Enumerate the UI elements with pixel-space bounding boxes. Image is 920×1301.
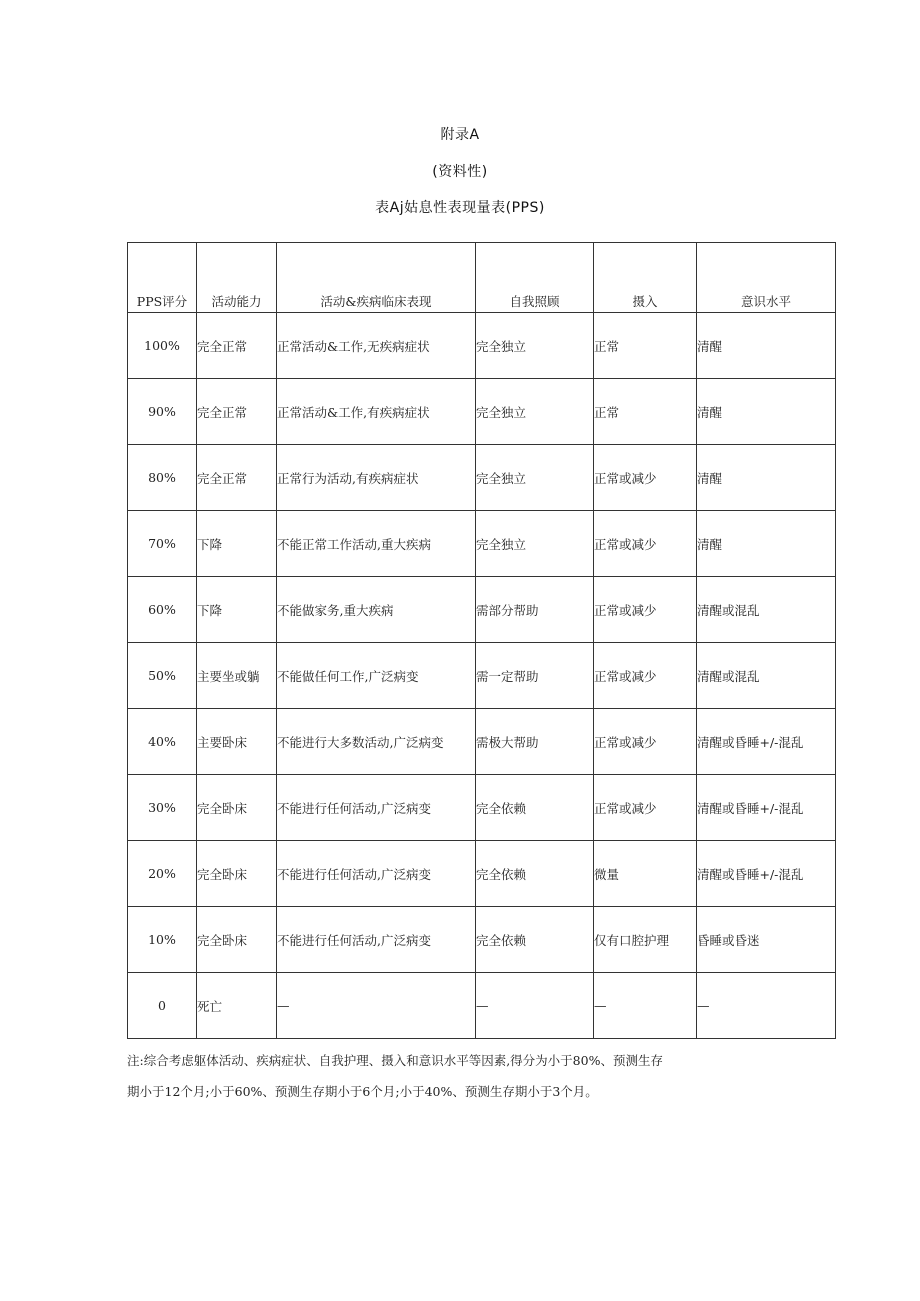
cell-clinical-manifestation: 正常活动&工作,无疾病症状 xyxy=(277,313,476,379)
cell-activity-ability: 完全卧床 xyxy=(197,841,277,907)
cell-activity-ability: 下降 xyxy=(197,511,277,577)
cell-pps-score: 0 xyxy=(128,973,197,1039)
cell-intake: 仅有口腔护理 xyxy=(594,907,697,973)
table-row xyxy=(128,775,836,841)
table-row xyxy=(128,577,836,643)
cell-pps-score: 80% xyxy=(128,445,197,511)
cell-activity-ability: 完全正常 xyxy=(197,379,277,445)
cell-self-care: 完全依赖 xyxy=(476,841,594,907)
cell-consciousness: 清醒或昏睡+/-混乱 xyxy=(697,775,836,841)
cell-activity-ability: 完全卧床 xyxy=(197,907,277,973)
cell-activity-ability: 完全卧床 xyxy=(197,775,277,841)
cell-intake: 正常或减少 xyxy=(594,643,697,709)
cell-consciousness: 清醒或昏睡+/-混乱 xyxy=(697,841,836,907)
cell-intake: 正常或减少 xyxy=(594,445,697,511)
header-pps-score: PPS评分 xyxy=(128,243,197,313)
cell-self-care: 需一定帮助 xyxy=(476,643,594,709)
table-row xyxy=(128,973,836,1039)
cell-pps-score: 60% xyxy=(128,577,197,643)
cell-pps-score: 70% xyxy=(128,511,197,577)
cell-self-care: 需极大帮助 xyxy=(476,709,594,775)
cell-intake: 正常或减少 xyxy=(594,709,697,775)
cell-intake: 正常或减少 xyxy=(594,511,697,577)
note-line-1: 注:综合考虑躯体活动、疾病症状、自我护理、摄入和意识水平等因素,得分为小于80%、预测生存 xyxy=(127,1053,663,1068)
cell-activity-ability: 下降 xyxy=(197,577,277,643)
cell-activity-ability: 主要卧床 xyxy=(197,709,277,775)
cell-clinical-manifestation: 不能进行任何活动,广泛病变 xyxy=(277,841,476,907)
cell-clinical-manifestation: 正常活动&工作,有疾病症状 xyxy=(277,379,476,445)
cell-consciousness: 清醒或混乱 xyxy=(697,577,836,643)
cell-intake: 正常或减少 xyxy=(594,577,697,643)
cell-intake: 微量 xyxy=(594,841,697,907)
cell-pps-score: 40% xyxy=(128,709,197,775)
cell-consciousness: 昏睡或昏迷 xyxy=(697,907,836,973)
cell-pps-score: 100% xyxy=(128,313,197,379)
cell-clinical-manifestation: 不能进行大多数活动,广泛病变 xyxy=(277,709,476,775)
cell-consciousness: — xyxy=(697,973,836,1039)
header-activity-ability: 活动能力 xyxy=(197,243,277,313)
cell-clinical-manifestation: 不能做家务,重大疾病 xyxy=(277,577,476,643)
cell-consciousness: 清醒 xyxy=(697,313,836,379)
cell-self-care: 完全依赖 xyxy=(476,775,594,841)
table-row xyxy=(128,709,836,775)
cell-pps-score: 20% xyxy=(128,841,197,907)
cell-consciousness: 清醒 xyxy=(697,511,836,577)
cell-activity-ability: 完全正常 xyxy=(197,445,277,511)
header-clinical-manifestation: 活动&疾病临床表现 xyxy=(277,243,476,313)
header-intake: 摄入 xyxy=(594,243,697,313)
table-row xyxy=(128,643,836,709)
table-row xyxy=(128,445,836,511)
cell-self-care: 完全独立 xyxy=(476,313,594,379)
cell-self-care: — xyxy=(476,973,594,1039)
cell-consciousness: 清醒或昏睡+/-混乱 xyxy=(697,709,836,775)
cell-intake: 正常或减少 xyxy=(594,775,697,841)
cell-self-care: 完全独立 xyxy=(476,445,594,511)
cell-intake: 正常 xyxy=(594,379,697,445)
cell-pps-score: 30% xyxy=(128,775,197,841)
cell-pps-score: 10% xyxy=(128,907,197,973)
table-row xyxy=(128,379,836,445)
cell-clinical-manifestation: — xyxy=(277,973,476,1039)
table-row xyxy=(128,841,836,907)
cell-consciousness: 清醒或混乱 xyxy=(697,643,836,709)
table-row xyxy=(128,313,836,379)
table-title: 表Aj姑息性表现量表(PPS) xyxy=(375,200,545,216)
cell-clinical-manifestation: 不能做任何工作,广泛病变 xyxy=(277,643,476,709)
cell-clinical-manifestation: 不能正常工作活动,重大疾病 xyxy=(277,511,476,577)
cell-self-care: 完全独立 xyxy=(476,511,594,577)
appendix-title: 附录A xyxy=(440,127,480,143)
cell-intake: — xyxy=(594,973,697,1039)
cell-clinical-manifestation: 正常行为活动,有疾病症状 xyxy=(277,445,476,511)
cell-clinical-manifestation: 不能进行任何活动,广泛病变 xyxy=(277,775,476,841)
cell-activity-ability: 死亡 xyxy=(197,973,277,1039)
table-row xyxy=(128,907,836,973)
cell-intake: 正常 xyxy=(594,313,697,379)
header-self-care: 自我照顾 xyxy=(476,243,594,313)
cell-pps-score: 50% xyxy=(128,643,197,709)
cell-activity-ability: 主要坐或躺 xyxy=(197,643,277,709)
cell-self-care: 完全独立 xyxy=(476,379,594,445)
table-row xyxy=(128,511,836,577)
table-header-row xyxy=(128,243,836,313)
cell-consciousness: 清醒 xyxy=(697,445,836,511)
cell-self-care: 完全依赖 xyxy=(476,907,594,973)
cell-pps-score: 90% xyxy=(128,379,197,445)
header-consciousness: 意识水平 xyxy=(697,243,836,313)
note-line-2: 期小于12个月;小于60%、预测生存期小于6个月;小于40%、预测生存期小于3个月。 xyxy=(127,1084,598,1099)
cell-consciousness: 清醒 xyxy=(697,379,836,445)
appendix-subtitle: (资料性) xyxy=(432,164,488,180)
pps-table xyxy=(127,242,836,1039)
cell-clinical-manifestation: 不能进行任何活动,广泛病变 xyxy=(277,907,476,973)
cell-self-care: 需部分帮助 xyxy=(476,577,594,643)
cell-activity-ability: 完全正常 xyxy=(197,313,277,379)
